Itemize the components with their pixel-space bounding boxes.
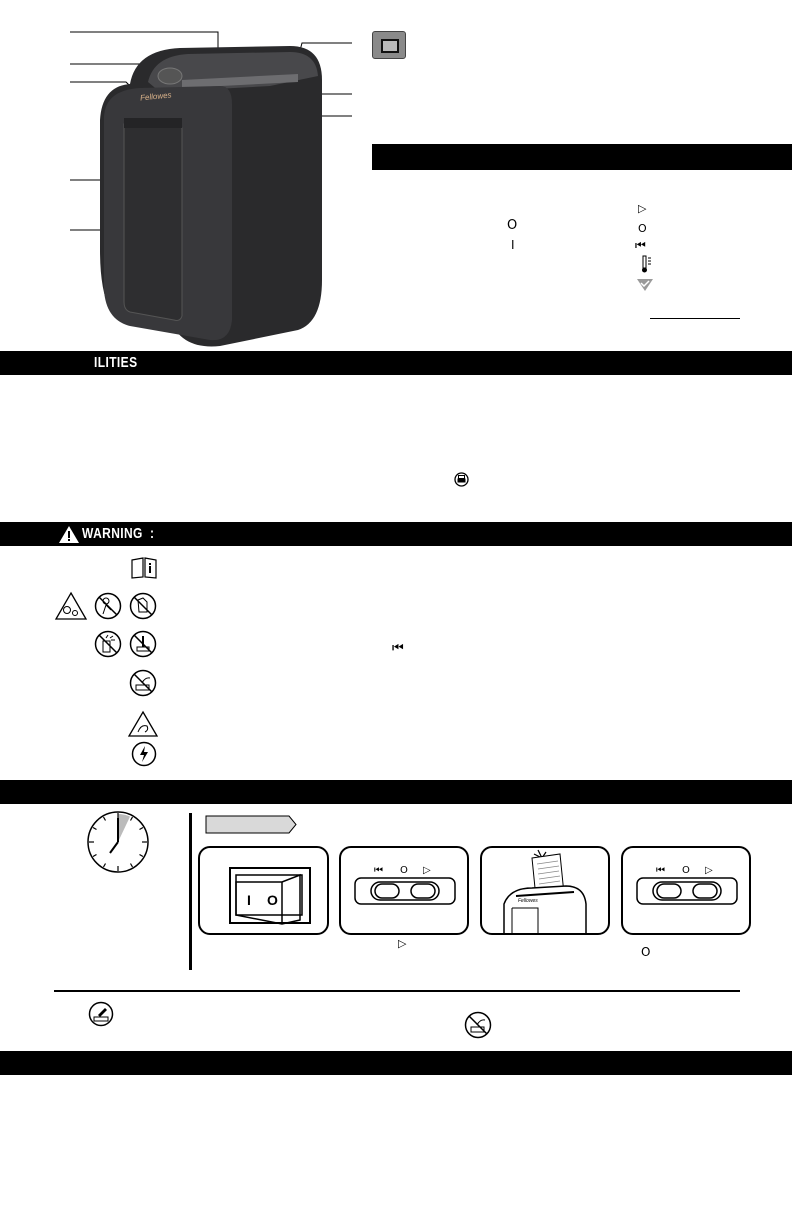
clock-icon	[86, 810, 150, 874]
read-manual-icon	[130, 557, 158, 579]
printer-circle-icon	[454, 472, 469, 487]
power-switch-thumbnail	[372, 31, 406, 59]
operation-divider	[189, 813, 192, 970]
warning-colon: :	[150, 525, 155, 542]
warning-reverse-symbol: ⏮	[392, 641, 404, 656]
shredder-diagram	[70, 20, 370, 350]
step-forward-symbol: ▷	[398, 937, 407, 950]
off-panel-reverse: ⏮	[656, 865, 665, 876]
reverse-symbol: ⏮	[635, 238, 646, 252]
step-feed-paper-panel	[480, 846, 610, 935]
no-pets-icon	[129, 592, 157, 620]
step-off-panel	[621, 846, 751, 935]
off-panel-off: O	[682, 865, 690, 876]
panel-underline	[650, 318, 740, 319]
thermometer-icon	[640, 255, 652, 273]
no-children-icon	[94, 592, 122, 620]
auto-panel-off: O	[400, 865, 408, 876]
switch-on-symbol: I	[511, 238, 515, 252]
auto-off-symbol: O	[638, 222, 647, 235]
note-no-hands-icon	[464, 1011, 492, 1039]
operation-bar	[0, 780, 792, 804]
step-power-on-panel	[198, 846, 329, 935]
warning-bar	[0, 522, 792, 546]
switch-off-symbol: O	[507, 218, 518, 233]
no-loose-clothing-icon	[129, 630, 157, 658]
shield-check-icon	[636, 277, 654, 292]
no-hands-in-opening-icon	[129, 669, 157, 697]
step-label-tab	[205, 815, 297, 834]
hair-entanglement-icon	[128, 710, 158, 737]
switch-on-mark: I	[247, 892, 251, 908]
switch-off-mark: O	[267, 892, 278, 908]
forward-symbol: ▷	[638, 202, 647, 215]
note-rule	[54, 990, 740, 992]
off-panel-forward: ▷	[705, 865, 713, 876]
brand-logo: Fellowes	[139, 90, 172, 103]
capabilities-title: ILITIES	[94, 354, 138, 371]
no-aerosol-icon	[94, 630, 122, 658]
electric-shock-icon	[131, 741, 157, 767]
moving-parts-icon	[54, 591, 88, 621]
capabilities-bar	[0, 351, 792, 375]
step-off-symbol: O	[641, 945, 651, 959]
step-auto-panel	[339, 846, 469, 935]
warning-triangle-icon	[58, 525, 80, 544]
controls-header-bar	[372, 144, 792, 170]
auto-panel-reverse: ⏮	[374, 865, 383, 876]
bottom-section-bar	[0, 1051, 792, 1075]
note-pencil-icon	[88, 1001, 114, 1027]
warning-title: WARNING	[82, 525, 143, 542]
auto-panel-forward: ▷	[423, 865, 431, 876]
feed-brand-logo: Fellowes	[518, 898, 538, 904]
